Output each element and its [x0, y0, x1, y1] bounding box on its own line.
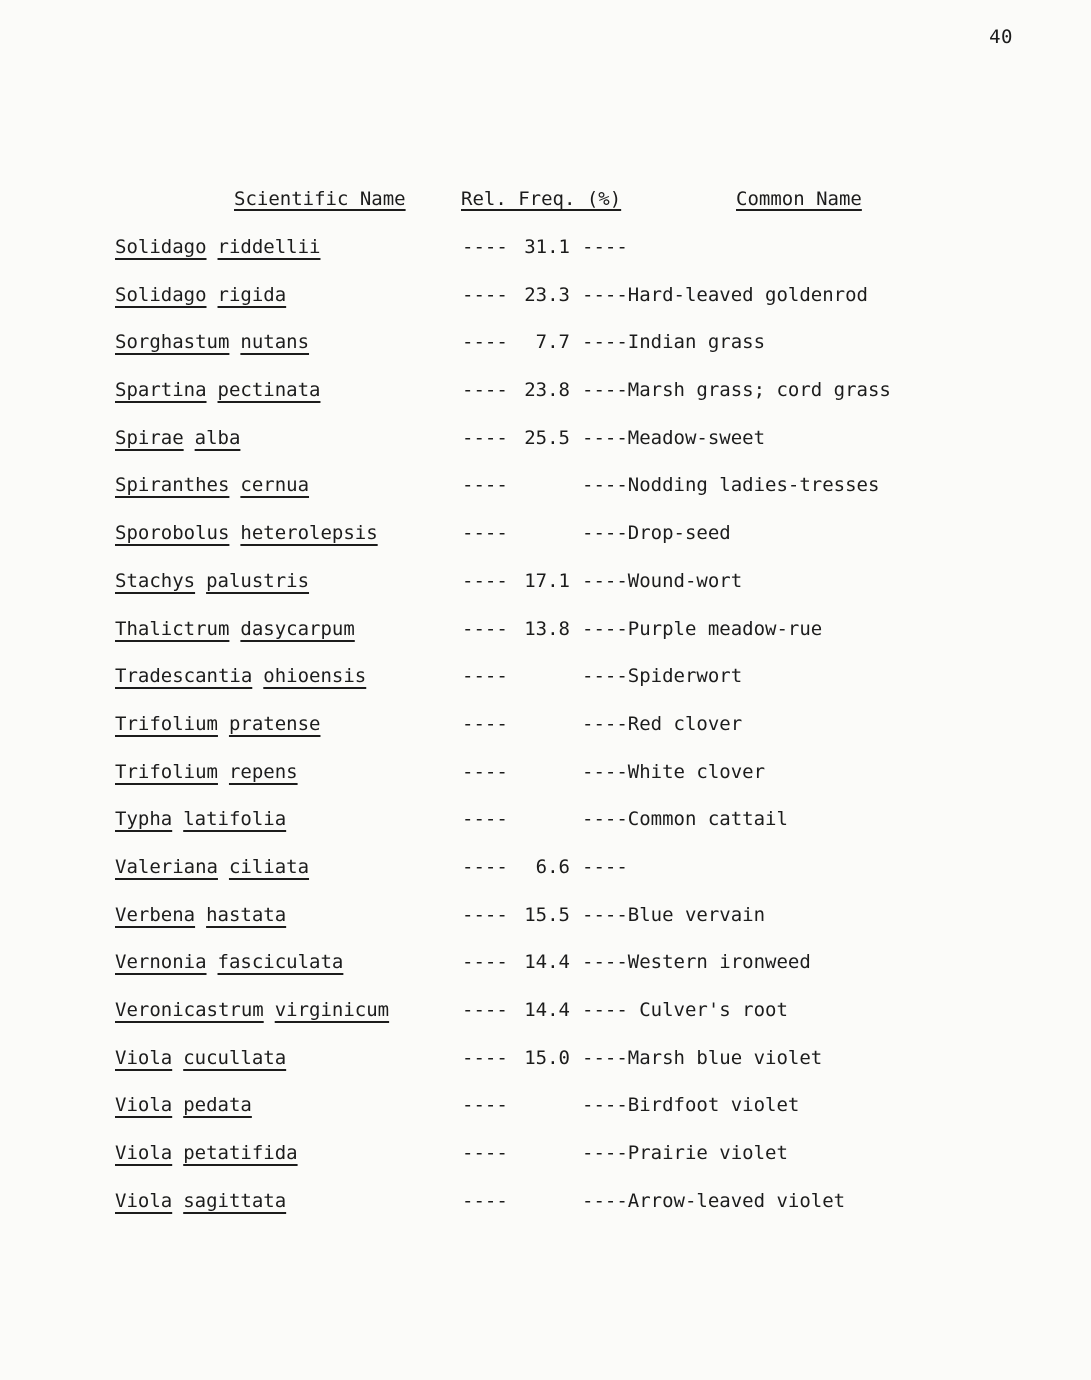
- relative-frequency: 25.5: [524, 426, 570, 449]
- header-scientific-name: Scientific Name: [234, 188, 406, 210]
- common-name: ----Blue vervain: [582, 903, 766, 926]
- leader-dashes: ----: [462, 808, 508, 831]
- scientific-name: [115, 522, 378, 544]
- common-name: ---- Culver's root: [582, 999, 788, 1021]
- species: fasciculata: [217, 951, 344, 974]
- relative-frequency: 14.4: [524, 951, 570, 974]
- genus: Verbena: [115, 903, 196, 926]
- table-header: [0, 188, 1091, 218]
- relative-frequency: 23.8: [524, 379, 570, 402]
- table-row: [0, 1094, 1091, 1142]
- table-row: [0, 331, 1091, 379]
- leader-dashes: ----: [462, 474, 508, 497]
- page-number: 40: [989, 26, 1013, 48]
- leader-dashes: ----: [462, 331, 508, 354]
- genus: Spartina: [115, 379, 207, 402]
- relative-frequency: 17.1: [524, 569, 570, 592]
- table-row: [0, 570, 1091, 618]
- leader-dashes: ----: [462, 1046, 508, 1069]
- common-name: ----Prairie violet: [582, 1142, 788, 1165]
- genus: Spiranthes: [115, 474, 230, 497]
- common-name: ----Purple meadow-rue: [582, 617, 823, 640]
- relative-frequency: 15.5: [524, 903, 570, 926]
- leader-dashes: ----: [462, 522, 508, 545]
- leader-dashes: ----: [462, 1189, 508, 1212]
- species: alba: [194, 426, 241, 449]
- species: rigida: [217, 283, 287, 306]
- table-row: [0, 379, 1091, 427]
- common-name: ----: [582, 855, 628, 878]
- scientific-name: [115, 951, 343, 973]
- scientific-name: [115, 665, 366, 687]
- relative-frequency: 23.3: [524, 283, 570, 306]
- table-row: [0, 618, 1091, 666]
- table-row: [0, 1190, 1091, 1238]
- common-name: ----Red clover: [582, 712, 743, 735]
- genus: Tradescantia: [115, 665, 253, 688]
- leader-dashes: ----: [462, 999, 508, 1021]
- species: cernua: [240, 474, 310, 497]
- scientific-name: [115, 1047, 286, 1069]
- genus: Trifolium: [115, 760, 218, 783]
- scientific-name: [115, 999, 389, 1021]
- genus: Stachys: [115, 569, 196, 592]
- species: cucullata: [183, 1046, 287, 1069]
- genus: Thalictrum: [115, 617, 230, 640]
- genus: Viola: [115, 1094, 173, 1117]
- leader-dashes: ----: [462, 665, 508, 688]
- common-name: ----Western ironweed: [582, 951, 811, 974]
- leader-dashes: ----: [462, 236, 508, 258]
- genus: Veronicastrum: [115, 999, 264, 1021]
- scientific-name: [115, 379, 320, 401]
- leader-dashes: ----: [462, 426, 508, 449]
- genus: Trifolium: [115, 712, 218, 735]
- leader-dashes: ----: [462, 617, 508, 640]
- genus: Valeriana: [115, 855, 218, 878]
- species: virginicum: [274, 999, 390, 1021]
- leader-dashes: ----: [462, 855, 508, 878]
- scientific-name: [115, 427, 240, 449]
- common-name: ----Indian grass: [582, 331, 766, 354]
- species: ciliata: [228, 855, 310, 878]
- common-name: ----Wound-wort: [582, 569, 743, 592]
- scientific-name: [115, 331, 309, 353]
- scientific-name: [115, 284, 286, 306]
- genus: Sorghastum: [115, 331, 230, 354]
- common-name: ----Arrow-leaved violet: [582, 1189, 846, 1212]
- genus: Viola: [115, 1189, 173, 1212]
- scientific-name: [115, 236, 320, 258]
- leader-dashes: ----: [462, 379, 508, 402]
- scientific-name: [115, 713, 320, 735]
- common-name: ----White clover: [582, 760, 766, 783]
- species: pectinata: [217, 379, 321, 402]
- table-row: [0, 856, 1091, 904]
- scientific-name: [115, 570, 309, 592]
- relative-frequency: 13.8: [524, 617, 570, 640]
- table-row: [0, 951, 1091, 999]
- leader-dashes: ----: [462, 283, 508, 306]
- relative-frequency: 31.1: [524, 236, 570, 258]
- common-name: ----Drop-seed: [582, 522, 731, 545]
- genus: Spirae: [115, 426, 184, 449]
- header-relative-frequency: Rel. Freq. (%): [461, 188, 622, 210]
- species: pratense: [228, 712, 321, 735]
- scientific-name: [115, 474, 309, 496]
- common-name: ----Hard-leaved goldenrod: [582, 283, 868, 306]
- leader-dashes: ----: [462, 712, 508, 735]
- common-name: ----Marsh blue violet: [582, 1046, 823, 1069]
- genus: Solidago: [115, 236, 207, 258]
- relative-frequency: 15.0: [524, 1046, 570, 1069]
- genus: Viola: [115, 1142, 173, 1165]
- species: riddellii: [217, 236, 321, 258]
- species-table: [0, 236, 1091, 1237]
- common-name: ----Common cattail: [582, 808, 788, 831]
- table-row: [0, 665, 1091, 713]
- header-common-name: Common Name: [736, 188, 862, 210]
- leader-dashes: ----: [462, 760, 508, 783]
- table-row: [0, 284, 1091, 332]
- table-row: [0, 904, 1091, 952]
- common-name: ----Spiderwort: [582, 665, 743, 688]
- scientific-name: [115, 618, 355, 640]
- relative-frequency: 6.6: [535, 855, 570, 878]
- scientific-name: [115, 1142, 298, 1164]
- species: sagittata: [183, 1189, 287, 1212]
- leader-dashes: ----: [462, 903, 508, 926]
- common-name: ----Nodding ladies-tresses: [582, 474, 880, 497]
- species: latifolia: [183, 808, 287, 831]
- leader-dashes: ----: [462, 569, 508, 592]
- leader-dashes: ----: [462, 1142, 508, 1165]
- species: palustris: [206, 569, 310, 592]
- species: hastata: [206, 903, 287, 926]
- table-row: [0, 713, 1091, 761]
- genus: Solidago: [115, 283, 207, 306]
- genus: Sporobolus: [115, 522, 230, 545]
- genus: Typha: [115, 808, 173, 831]
- table-row: [0, 761, 1091, 809]
- species: repens: [228, 760, 298, 783]
- species: pedata: [183, 1094, 252, 1117]
- table-row: [0, 236, 1091, 284]
- common-name: ----Birdfoot violet: [582, 1094, 800, 1117]
- genus: Viola: [115, 1046, 173, 1069]
- scientific-name: [115, 1190, 286, 1212]
- common-name: ----Meadow-sweet: [582, 426, 766, 449]
- common-name: ----: [582, 236, 628, 258]
- table-row: [0, 1142, 1091, 1190]
- scientific-name: [115, 856, 309, 878]
- species: nutans: [240, 331, 310, 354]
- table-row: [0, 522, 1091, 570]
- scientific-name: [115, 1094, 252, 1116]
- species: ohioensis: [263, 665, 367, 688]
- scientific-name: [115, 808, 286, 830]
- relative-frequency: 14.4: [524, 999, 570, 1021]
- species: dasycarpum: [240, 617, 355, 640]
- table-row: [0, 808, 1091, 856]
- species: petatifida: [183, 1142, 298, 1165]
- table-row: [0, 999, 1091, 1047]
- leader-dashes: ----: [462, 1094, 508, 1117]
- scientific-name: [115, 761, 298, 783]
- relative-frequency: 7.7: [535, 331, 570, 354]
- table-row: [0, 474, 1091, 522]
- common-name: ----Marsh grass; cord grass: [582, 379, 891, 402]
- leader-dashes: ----: [462, 951, 508, 974]
- table-row: [0, 427, 1091, 475]
- species: heterolepsis: [240, 522, 378, 545]
- scientific-name: [115, 904, 286, 926]
- genus: Vernonia: [115, 951, 207, 974]
- table-row: [0, 1047, 1091, 1095]
